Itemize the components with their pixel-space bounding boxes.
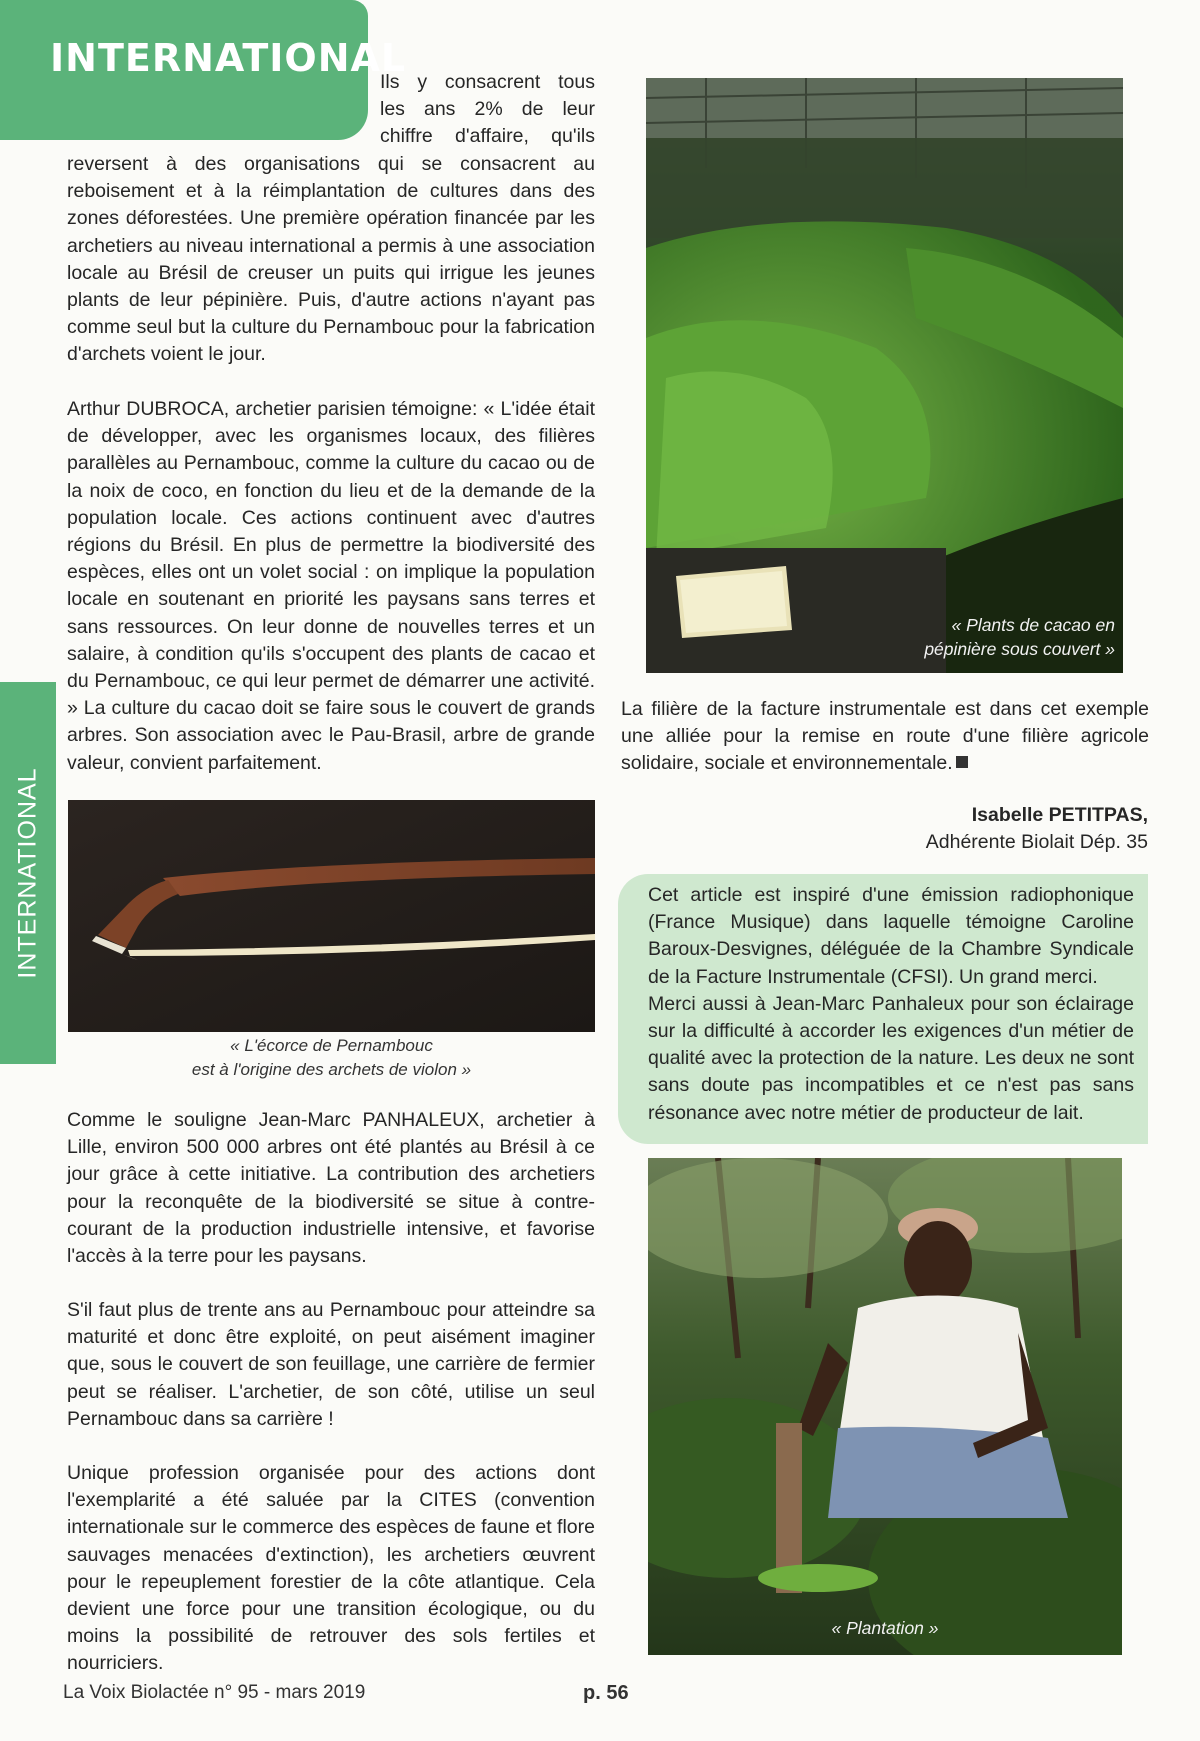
nursery-caption <box>924 613 1115 661</box>
article-paragraph-5: Unique profession organisée pour des actions dont l'exemplarité a été saluée par la CITES (convention internationale sur le commerce des espèces de faune et flore sauvages menacées d'extinction), les archetiers œuvrent pour le repeuplement forestier de la côte atlantique. Cela devient une force pour une transition écologique, ou du moins la possibilité de retrouver des sols fertiles et nourriciers. <box>67 1462 595 1675</box>
bow-image <box>68 800 595 1032</box>
plantation-photo <box>648 1158 1122 1655</box>
end-of-article-icon <box>956 756 968 768</box>
author-signature <box>800 802 1148 856</box>
intro-line: les ans 2% de leur <box>380 98 595 121</box>
intro-line: Ils y consacrent tous <box>380 71 595 93</box>
bow-caption-line: « L'écorce de Pernambouc <box>230 1036 433 1055</box>
acknowledgement-box <box>618 874 1148 1144</box>
plantation-caption: « Plantation » <box>831 1618 939 1638</box>
author-name: Isabelle PETITPAS, <box>971 804 1148 826</box>
nursery-photo <box>646 78 1123 673</box>
bow-photo <box>68 800 595 1032</box>
intro-line: chiffre d'affaire, qu'ils <box>380 125 595 148</box>
article-paragraph-2: Arthur DUBROCA, archetier parisien témoigne: « L'idée était de développer, avec les organismes locaux, des filières parallèles au Pernambouc, comme la culture du cacao ou de la noix de coco, en fonction du lieu et de la demande de la population locale. Ces actions continuent avec d'autres régions du Brésil. En plus de permettre la biodiversité des espèces, elles ont un volet social : on implique la population locale en soutenant en priorité les paysans sans terres et sans ressources. On leur donne de nouvelles terres et un salaire, à condition qu'ils s'occupent des plants de cacao et du Pernambouc, ce qui leur permet de démarrer une activité. » La culture du cacao doit se faire sous le couvert de grands arbres. Son association avec le Pau-Brasil, arbre de grande valeur, convient parfaitement. <box>67 398 595 774</box>
nursery-caption-line: « Plants de cacao en <box>951 615 1115 635</box>
article-paragraph-3: Comme le souligne Jean-Marc PANHALEUX, archetier à Lille, environ 500 000 arbres ont été plantés au Brésil à ce jour grâce à cette initiative. La contribution des archetiers pour la reconquête de la biodiversité se situe à contre-courant de la production industrielle intensive, et favorise l'accès à la terre pour les paysans. <box>67 1109 595 1268</box>
section-title: INTERNATIONAL <box>50 36 407 80</box>
acknowledgement-text: Cet article est inspiré d'une émission radiophonique (France Musique) dans laquelle témoigne Caroline Baroux-Desvignes, déléguée de la Chambre Syndicale de la Facture Instrumentale (CFSI). Un grand merci. <box>648 884 1134 988</box>
bow-caption-line: est à l'origine des archets de violon » <box>191 1060 472 1079</box>
intro-lines <box>380 69 595 151</box>
nursery-caption-line: pépinière sous couvert » <box>924 639 1115 659</box>
footer-page-number: p. 56 <box>583 1682 629 1704</box>
article-paragraph-4: S'il faut plus de trente ans au Pernambouc pour atteindre sa maturité et donc être exploité, on peut aisément imaginer que, sous le couvert de son feuillage, une carrière de fermier peut se réaliser. L'archetier, de son côté, utilise un seul Pernambouc dans sa carrière ! <box>67 1299 595 1430</box>
author-role: Adhérente Biolait Dép. 35 <box>925 831 1148 853</box>
acknowledgement-text-2: Merci aussi à Jean-Marc Panhaleux pour son éclairage sur la difficulté à accorder les exigences d'un métier de qualité avec la protection de la nature. Les deux ne sont sans doute pas incompatibles et ce n'est pas sans résonance avec notre métier de producteur de lait. <box>648 992 1134 1124</box>
side-tab-label: INTERNATIONAL <box>13 767 42 979</box>
section-side-tab <box>0 682 56 1064</box>
article-paragraph-6 <box>621 696 1149 778</box>
plantation-image <box>648 1158 1122 1655</box>
footer-publication: La Voix Biolactée n° 95 - mars 2019 <box>63 1682 366 1703</box>
article-paragraph-6-text: La filière de la facture instrumentale est dans cet exemple une alliée pour la remise en route d'une filière agricole solidaire, sociale et environnementale. <box>621 698 1149 775</box>
article-paragraph-1: reversent à des organisations qui se consacrent au reboisement et à la réimplantation de cultures dans des zones déforestées. Une première opération financée par les archetiers au niveau international a permis à une association locale au Brésil de creuser un puits qui irrigue les jeunes plants de leur pépinière. Puis, d'autre actions n'ayant pas comme seul but la culture du Pernambouc pour la fabrication d'archets voient le jour. <box>67 153 595 366</box>
nursery-image <box>646 78 1123 673</box>
bow-caption <box>68 1034 595 1082</box>
